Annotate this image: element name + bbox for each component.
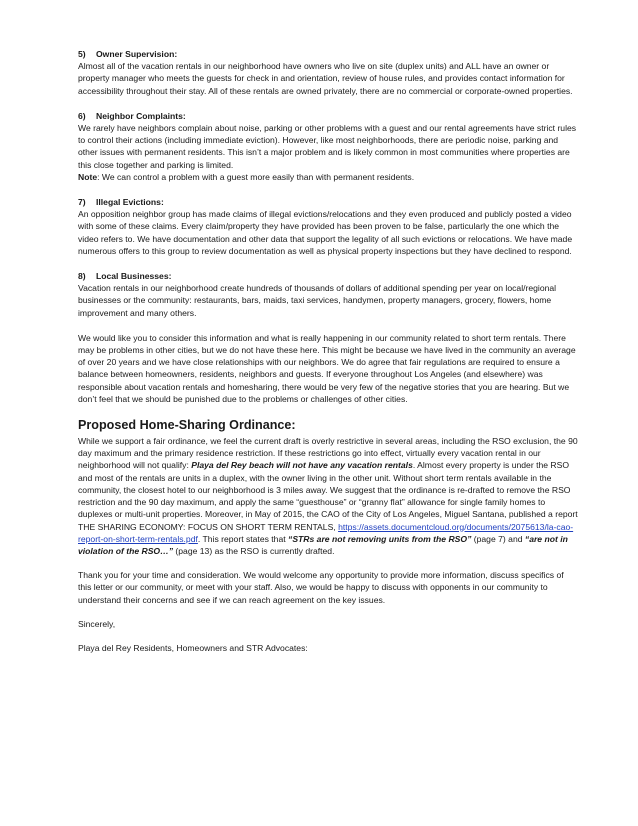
- section-local-businesses: [78, 270, 578, 319]
- section-illegal-evictions: [78, 196, 578, 257]
- section-neighbor-complaints: [78, 110, 578, 183]
- thanks-paragraph: Thank you for your time and consideration. We would welcome any opportunity to provide more information, discuss specifics of this letter or our community, or meet with your staff. Also, we would be happy to discuss with opponents in our community to understand their concerns and see if we can reach agreement on the key issues.: [78, 570, 564, 605]
- note-text: : We can control a problem with a guest more easily than with permanent residents.: [97, 171, 415, 182]
- proposed-emphasis-3: “are not in violation of the RSO…”: [78, 533, 568, 556]
- section-title: Owner Supervision:: [96, 49, 178, 59]
- section-body: Almost all of the vacation rentals in our neighborhood have owners who live on site (duplex units) and ALL have an owner or property manager who meets the guests for check in and orientation, review of house rules, and provides contact information for accessibility throughout their stay. All of these rentals are owned privately, there are no commercial or corporate-owned properties.: [78, 61, 573, 96]
- section-heading: [78, 48, 578, 60]
- section-heading: [78, 196, 578, 208]
- section-body: Vacation rentals in our neighborhood create hundreds of thousands of dollars of additional spending per year on local/regional businesses or the community: restaurants, bars, maids, taxi services, handymen, property managers, grocery, flowers, home improvement and many others.: [78, 283, 557, 318]
- closing-paragraph: We would like you to consider this information and what is really happening in our community related to short term rentals. There may be problems in other cities, but we do not have these here. This might be because we have lived in the community an average of over 20 years and we have close relationships with our neighbors. We do agree that fair regulations are required to ensure a balance between homeowners, residents, neighbors and guests. If everyone throughout Los Angeles (and elsewhere) was responsible about vacation rentals and homesharing, there would be very few of the negative stories that you are hearing. But we don’t feel that we should be punished due to the problems or challenges of other cities.: [78, 332, 576, 404]
- section-body: We rarely have neighbors complain about noise, parking or other problems with a guest and our rental agreements have strict rules to control their actions (including immediate eviction). However, like most neighborhoods, there are periodic noise, parking and other issues with permanent residents. This isn’t a major problem and is likely common in most communities where properties are this close together and parking is limited.: [78, 123, 577, 170]
- proposed-ordinance-paragraph: [78, 435, 578, 557]
- letter-content: [78, 48, 578, 666]
- section-owner-supervision: [78, 48, 578, 97]
- section-heading: [78, 110, 578, 122]
- section-number: 5): [78, 49, 86, 59]
- proposed-emphasis-1: Playa del Rey beach will not have any vacation rentals: [191, 460, 413, 471]
- proposed-text-2: . Almost every property is under the RSO and most of the rentals are units in a duplex, with the owner living in the other unit. Without short term rentals available in the community, the closest hotel to our neighborhood is 3 miles away. We suggest that the ordinance is re-drafted to remove the RSO restriction and the 90 day maximum, and apply the same “guesthouse” or “granny flat” allowance for single family homes to duplexes or multi-unit properties. Moreover, in May of 2015, the CAO of the City of Los Angeles, Miguel Santana, published a report THE SHARING ECONOMY: FOCUS ON SHORT TERM RENTALS,: [78, 460, 578, 532]
- section-body: An opposition neighbor group has made claims of illegal evictions/relocations and they even produced and publicly posted a video with some of these claims. Every claim/property they have provided has been proven to be false, particularly the one which the video refers to. We have documentation and other data that support the legality of all such evictions or relocations. We have made numerous offers to this group to review documentation as well as physical property inspections but they have declined to respond.: [78, 209, 573, 256]
- section-note: [78, 171, 578, 183]
- proposed-emphasis-2: “STRs are not removing units from the RSO”: [288, 533, 472, 544]
- report-link[interactable]: https://assets.documentcloud.org/documents/2075613/la-cao-report-on-short-term-rentals.pdf: [78, 521, 574, 544]
- section-number: 8): [78, 271, 86, 282]
- proposed-text-1: While we support a fair ordinance, we feel the current draft is overly restrictive in several areas, including the RSO exclusion, the 90 day maximum and the primary residence restriction. If these restrictions go into effect, virtually every vacation rental in our neighborhood will not qualify:: [78, 436, 578, 471]
- section-title: Local Businesses:: [96, 271, 172, 282]
- note-label: Note: [78, 171, 98, 182]
- proposed-ordinance-heading: Proposed Home-Sharing Ordinance:: [78, 418, 296, 433]
- proposed-text-3: . This report states that: [197, 533, 289, 544]
- section-title: Neighbor Complaints:: [96, 110, 186, 121]
- signatory: Playa del Rey Residents, Homeowners and STR Advocates:: [78, 642, 308, 653]
- section-number: 7): [78, 197, 86, 208]
- proposed-text-4: (page 7) and: [471, 533, 525, 544]
- section-title: Illegal Evictions:: [96, 197, 164, 208]
- section-number: 6): [78, 110, 86, 121]
- proposed-text-5: (page 13) as the RSO is currently drafted.: [173, 545, 335, 556]
- sign-off: Sincerely,: [78, 618, 116, 629]
- section-heading: [78, 270, 578, 282]
